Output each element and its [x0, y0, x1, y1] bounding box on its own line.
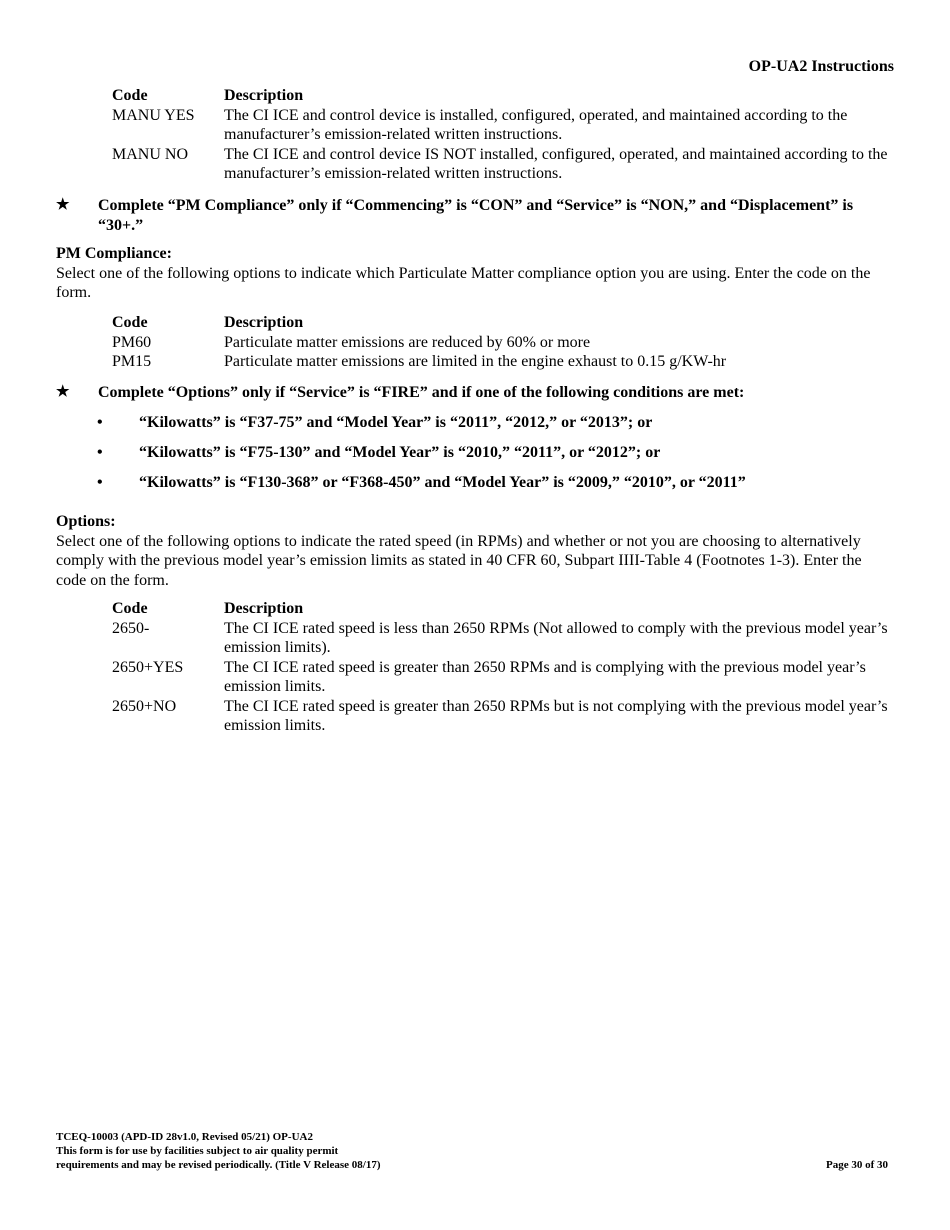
pm-compliance-section — [56, 244, 894, 303]
page-header-title: OP-UA2 Instructions — [748, 58, 894, 75]
pm-compliance-instruction — [56, 196, 894, 235]
column-header-description: Description — [224, 87, 304, 104]
condition-text: “Kilowatts” is “F130-368” or “F368-450” and “Model Year” is “2009,” “2010”, or “2011” — [139, 474, 746, 491]
pm-code-table — [112, 313, 892, 372]
condition-item — [97, 413, 877, 433]
row-description: The CI ICE rated speed is greater than 2650 RPMs and is complying with the previous model year’s emission limits. — [224, 658, 866, 695]
table-header-row — [112, 86, 892, 106]
star-icon: ★ — [56, 384, 70, 400]
row-description: The CI ICE and control device is installed, configured, operated, and maintained according to the manufacturer’s emission-related written instructions. — [224, 106, 848, 143]
condition-text: “Kilowatts” is “F75-130” and “Model Year” is “2010,” “2011”, or “2012”; or — [139, 444, 661, 461]
section-title: PM Compliance: — [56, 245, 172, 262]
instruction-text: Complete “PM Compliance” only if “Commencing” is “CON” and “Service” is “NON,” and “Displacement” is “30+.” — [98, 197, 854, 234]
options-instruction — [56, 383, 894, 403]
page-footer — [56, 1130, 888, 1172]
column-header-description: Description — [224, 314, 304, 331]
row-code: PM60 — [112, 333, 152, 351]
condition-text: “Kilowatts” is “F37-75” and “Model Year” is “2011”, “2012,” or “2013”; or — [139, 414, 653, 431]
options-code-table — [112, 599, 892, 736]
column-header-code: Code — [112, 600, 148, 617]
section-intro: Select one of the following options to indicate which Particulate Matter compliance option you are using. Enter the code on the form. — [56, 264, 871, 301]
row-description: The CI ICE rated speed is less than 2650 RPMs (Not allowed to comply with the previous model year’s emission limits). — [224, 619, 888, 656]
footer-form-id: TCEQ-10003 (APD-ID 28v1.0, Revised 05/21) OP-UA2 — [56, 1131, 313, 1143]
row-description: The CI ICE and control device IS NOT installed, configured, operated, and maintained according to the manufacturer’s emission-related written instructions. — [224, 145, 888, 182]
bullet-icon: • — [97, 414, 103, 431]
row-description: Particulate matter emissions are limited in the engine exhaust to 0.15 g/KW-hr — [224, 353, 727, 370]
table-row — [112, 658, 892, 697]
row-code: PM15 — [112, 353, 152, 370]
row-code: MANU NO — [112, 145, 188, 163]
table-row — [112, 106, 892, 145]
condition-item — [97, 443, 877, 463]
table-row — [112, 619, 892, 658]
row-code: MANU YES — [112, 106, 195, 124]
options-section — [56, 512, 894, 590]
row-description: The CI ICE rated speed is greater than 2650 RPMs but is not complying with the previous model year’s emission limits. — [224, 697, 888, 734]
table-row — [112, 352, 892, 372]
bullet-icon: • — [97, 474, 103, 491]
section-title: Options: — [56, 513, 116, 530]
row-description: Particulate matter emissions are reduced by 60% or more — [224, 333, 591, 351]
row-code: 2650+NO — [112, 697, 177, 715]
footer-usage-note: This form is for use by facilities subject to air quality permit — [56, 1145, 339, 1157]
star-icon: ★ — [56, 197, 70, 213]
table-header-row — [112, 313, 892, 333]
row-code: 2650- — [112, 619, 150, 637]
column-header-code: Code — [112, 314, 148, 331]
table-row — [112, 333, 892, 353]
column-header-code: Code — [112, 87, 148, 104]
condition-item — [97, 473, 877, 493]
row-code: 2650+YES — [112, 658, 184, 676]
footer-revision-note: requirements and may be revised periodically. (Title V Release 08/17) — [56, 1159, 381, 1171]
table-row — [112, 697, 892, 736]
table-row — [112, 145, 892, 184]
manu-code-table — [112, 86, 892, 184]
bullet-icon: • — [97, 444, 103, 461]
section-intro: Select one of the following options to indicate the rated speed (in RPMs) and whether or not you are choosing to alternatively comply with the previous model year’s emission limits as stated in 40 CFR 60, Subpart IIII-Table 4 (Footnotes 1-3). Enter the code on the form. — [56, 532, 862, 589]
page-number: Page 30 of 30 — [825, 1159, 888, 1171]
instruction-text: Complete “Options” only if “Service” is “FIRE” and if one of the following conditions are met: — [98, 384, 745, 401]
table-header-row — [112, 599, 892, 619]
column-header-description: Description — [224, 600, 304, 617]
